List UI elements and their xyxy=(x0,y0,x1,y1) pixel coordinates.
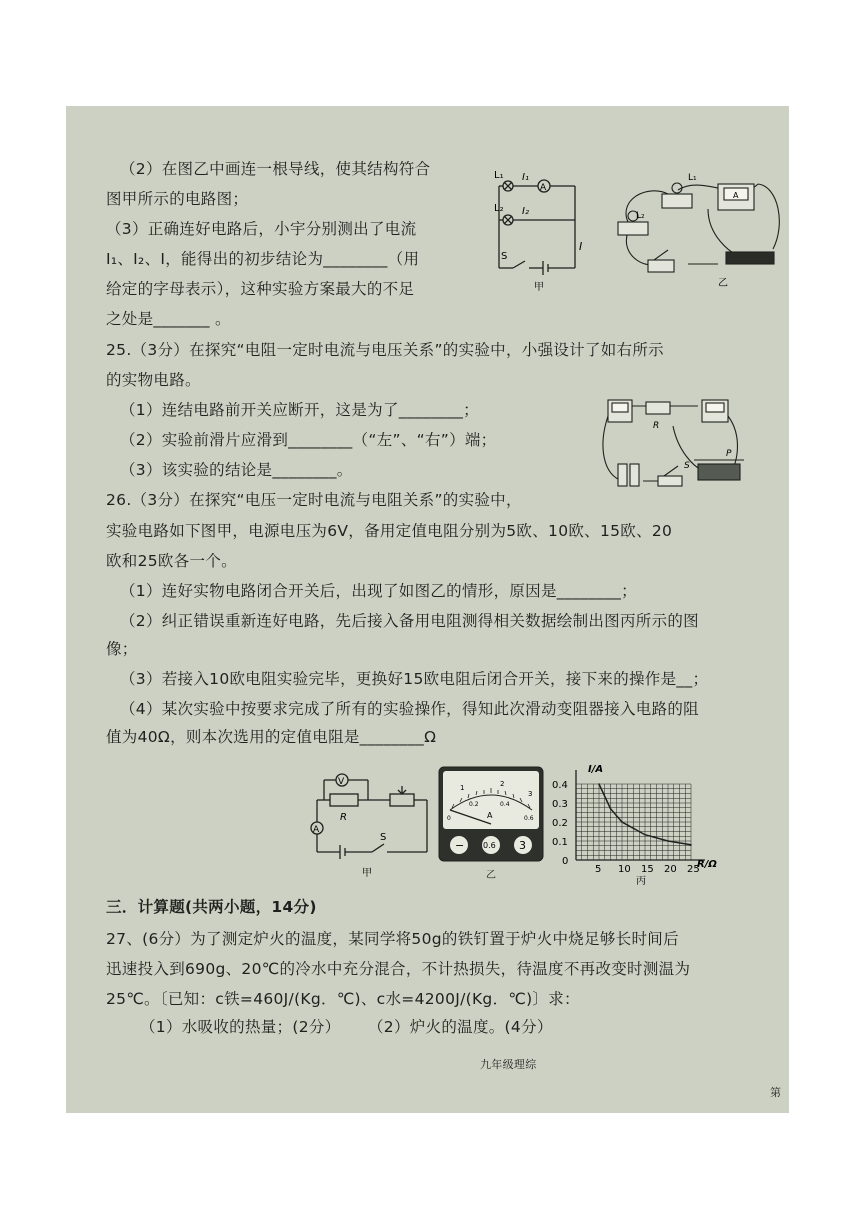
q25-head-line2: 的实物电路。 xyxy=(106,371,201,389)
dial-label-2: 2 xyxy=(500,780,505,788)
chart-y-tick-label: 0.2 xyxy=(552,818,568,829)
q24-physical-circuit-yi xyxy=(608,164,788,289)
label-yi-l1: L₁ xyxy=(688,173,697,183)
chart-data-point xyxy=(598,783,600,785)
q27-sub1: （1）水吸收的热量；(2分） xyxy=(140,1018,341,1036)
terminal-negative: − xyxy=(455,839,465,852)
chart-x-tick-label: 10 xyxy=(618,864,631,875)
q24-part3-line2: I₁、I₂、I，能得出的初步结论为________（用 xyxy=(106,250,420,268)
dial-label-0-4: 0.4 xyxy=(500,801,510,808)
chart-x-tick-label: 5 xyxy=(595,864,602,875)
chart-data-point xyxy=(690,844,692,846)
q24-part2-line2: 图甲所示的电路图； xyxy=(106,190,249,208)
q26-item2-line1: （2）纠正错误重新连好电路，先后接入备用电阻测得相关数据绘制出图丙所示的图 xyxy=(120,612,699,630)
chart-y-axis-label: I/A xyxy=(588,764,604,775)
footer-page-mark: 第 xyxy=(770,1086,782,1099)
chart-y-tick-label: 0.4 xyxy=(552,780,568,791)
chart-y-tick-label: 0.1 xyxy=(552,837,568,848)
q24-part3-line3: 给定的字母表示），这种实验方案最大的不足 xyxy=(106,280,415,298)
terminal-3: 3 xyxy=(519,839,526,852)
chart-y-tick-label: 0.3 xyxy=(552,799,568,810)
q26-item4-line2: 值为40Ω，则本次选用的定值电阻是________Ω xyxy=(106,728,437,746)
label-i1: I₁ xyxy=(522,172,529,183)
chart-x-axis-label: R/Ω xyxy=(697,859,717,870)
dial-label-3: 3 xyxy=(528,790,533,798)
terminal-0-6: 0.6 xyxy=(483,841,496,850)
label-i: I xyxy=(579,240,583,253)
chart-x-tick-label: 0 xyxy=(562,856,569,867)
label-switch: S xyxy=(501,251,508,262)
section3-title: 三．计算题(共两小题，14分) xyxy=(106,898,317,916)
caption-jia-26: 甲 xyxy=(362,868,372,879)
label-q25-r: R xyxy=(653,421,660,431)
q25-item3: （3）该实验的结论是________。 xyxy=(120,461,353,479)
label-ammeter: A xyxy=(540,183,547,193)
q26-chart-bing xyxy=(550,760,728,888)
q26-item1: （1）连好实物电路闭合开关后，出现了如图乙的情形，原因是________； xyxy=(120,582,637,600)
q26-item3: （3）若接入10欧电阻实验完毕，更换好15欧电阻后闭合开关，接下来的操作是__； xyxy=(120,670,709,688)
dial-label-0-2: 0.2 xyxy=(469,801,479,808)
chart-data-point xyxy=(621,821,623,823)
dial-label-0-6: 0.6 xyxy=(524,815,534,822)
chart-x-tick-label: 25 xyxy=(687,864,700,875)
label-l2: L₂ xyxy=(494,203,504,214)
q27-line3: 25℃。〔已知：c铁=460J/(Kg．℃)、c水=4200J/(Kg．℃)〕求： xyxy=(106,990,580,1008)
label-l1: L₁ xyxy=(494,170,504,181)
label-ammeter-26: A xyxy=(313,825,320,835)
caption-yi-26: 乙 xyxy=(486,870,496,881)
q26-item2-line2: 像； xyxy=(106,640,138,658)
label-q25-p: P xyxy=(726,449,732,459)
q27-line2: 迅速投入到690g、20℃的冷水中充分混合，不计热损失，待温度不再改变时测温为 xyxy=(106,960,691,978)
q24-part3-line4: 之处是_______ 。 xyxy=(106,310,231,328)
chart-x-tick-label: 20 xyxy=(664,864,677,875)
q25-physical-circuit xyxy=(598,386,748,494)
dial-label-1: 1 xyxy=(460,784,465,792)
chart-ticks xyxy=(552,780,700,875)
q26-circuit-diagram-jia xyxy=(302,760,437,880)
q24-part3-line1: （3）正确连好电路后，小宇分别测出了电流 xyxy=(106,220,417,238)
chart-data-point xyxy=(610,808,612,810)
current-resistance-chart xyxy=(550,760,728,888)
q27-line1: 27、(6分）为了测定炉火的温度，某同学将50g的铁钉置于炉火中烧足够长时间后 xyxy=(106,930,679,948)
exam-paper-page xyxy=(66,106,789,1113)
dial-label-0: 0 xyxy=(447,815,451,822)
q26-head-line2: 实验电路如下图甲，电源电压为6V，备用定值电阻分别为5欧、10欧、15欧、20 xyxy=(106,522,673,540)
q25-item2: （2）实验前滑片应滑到________（“左”、“右”）端； xyxy=(120,431,497,449)
q24-circuit-diagram-jia xyxy=(491,164,591,294)
q26-ammeter-figure-yi xyxy=(438,766,544,884)
caption-yi: 乙 xyxy=(718,278,728,289)
label-switch-26: S xyxy=(380,832,387,843)
footer-label: 九年级理综 xyxy=(480,1058,537,1071)
caption-bing: 丙 xyxy=(636,876,646,887)
chart-data-point xyxy=(644,834,646,836)
chart-x-tick-label: 15 xyxy=(641,864,654,875)
chart-data-point xyxy=(667,840,669,842)
chart-axes xyxy=(576,770,705,860)
chart-grid xyxy=(576,784,691,860)
q24-part2-line1: （2）在图乙中画连一根导线，使其结构符合 xyxy=(120,160,431,178)
q27-sub2: （2）炉火的温度。(4分） xyxy=(368,1018,553,1036)
dial-label-a: A xyxy=(487,811,493,820)
q25-item1: （1）连结电路前开关应断开，这是为了________； xyxy=(120,401,479,419)
q26-head-line1: 26.（3分）在探究“电压一定时电流与电阻关系”的实验中， xyxy=(106,491,522,509)
label-voltmeter: V xyxy=(338,777,345,787)
label-resistor-r: R xyxy=(340,812,347,823)
label-i2: I₂ xyxy=(522,206,529,217)
label-yi-ammeter: A xyxy=(733,191,739,200)
caption-jia: 甲 xyxy=(534,282,544,293)
label-yi-l2: L₂ xyxy=(636,211,645,221)
q26-head-line3: 欧和25欧各一个。 xyxy=(106,552,237,570)
q26-item4-line1: （4）某次实验中按要求完成了所有的实验操作，得知此次滑动变阻器接入电路的阻 xyxy=(120,700,699,718)
q25-head-line1: 25.（3分）在探究“电阻一定时电流与电压关系”的实验中，小强设计了如右所示 xyxy=(106,341,664,359)
label-q25-s: S xyxy=(684,461,690,471)
